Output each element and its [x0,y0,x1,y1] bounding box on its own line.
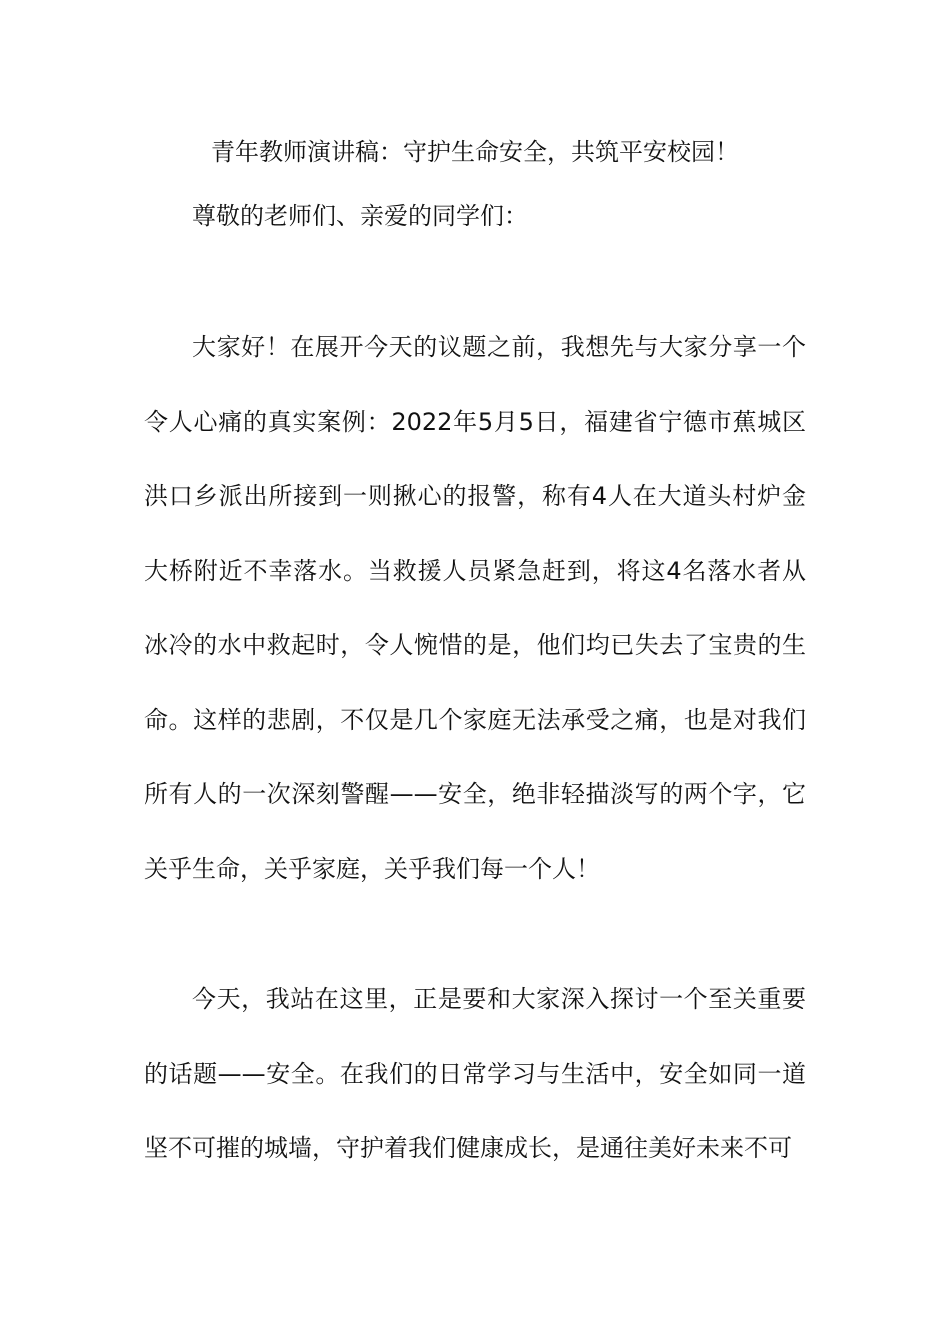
salutation: 尊敬的老师们、亲爱的同学们： [192,202,528,230]
paragraph-2: 今天，我站在这里，正是要和大家深入探讨一个至关重要的话题——安全。在我们的日常学习与生活中，安全如同一道坚不可摧的城墙，守护着我们健康成长，是通往美好未来不可 [144,985,806,1162]
paragraph-1: 大家好！在展开今天的议题之前，我想先与大家分享一个令人心痛的真实案例：2022年5月5日，福建省宁德市蕉城区洪口乡派出所接到一则揪心的报警，称有4人在大道头村炉金大桥附近不幸落水。当救援人员紧急赶到，将这4名落水者从冰冷的水中救起时，令人惋惜的是，他们均已失去了宝贵的生命。这样的悲剧，不仅是几个家庭无法承受之痛，也是对我们所有人的一次深刻警醒——安全，绝非轻描淡写的两个字，它关乎生命，关乎家庭，关乎我们每一个人！ [144,333,806,883]
document-title: 青年教师演讲稿：守护生命安全，共筑平安校园！ [211,138,739,166]
